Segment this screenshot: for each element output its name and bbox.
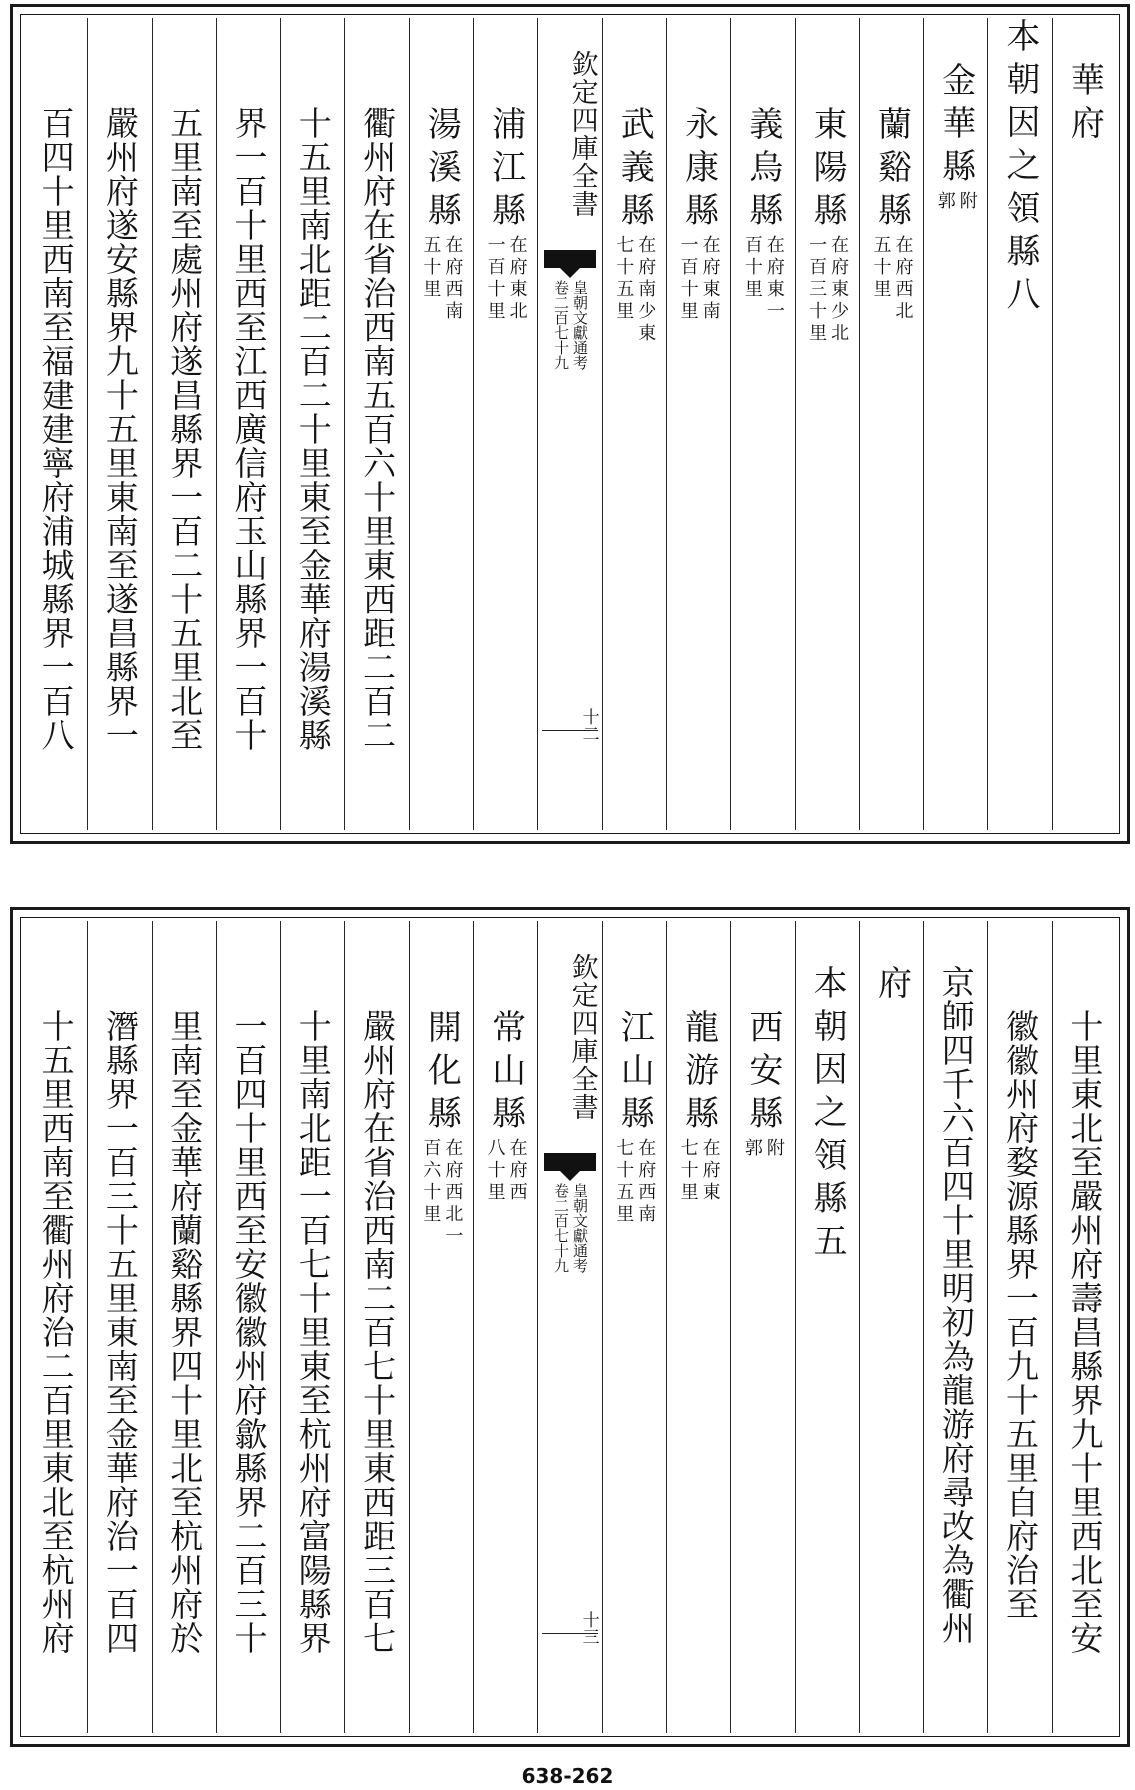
text-column	[923, 921, 987, 1733]
page-bottom	[10, 907, 1130, 1747]
divider	[542, 1633, 597, 1634]
leaf-number: 十三	[578, 1611, 599, 1645]
page-number: 638-262	[521, 1764, 614, 1788]
county-note: 在府西北一	[442, 1138, 464, 1248]
leaf-number: 十二	[578, 708, 599, 742]
county-note: 在府西南	[442, 235, 464, 323]
county-name: 西安縣	[742, 1009, 783, 1138]
county-entry	[730, 18, 794, 830]
county-note: 在府西北	[892, 235, 914, 323]
county-note: 七十里	[677, 1138, 699, 1204]
text-line: 十里南北距一百七十里東至杭州府富陽縣界	[293, 1009, 333, 1655]
text-column	[1052, 921, 1116, 1733]
text-column	[795, 921, 859, 1733]
county-note: 八十里	[484, 1138, 506, 1204]
text-column	[987, 18, 1051, 830]
column-container	[24, 18, 1116, 830]
county-note: 在府西南	[635, 1138, 657, 1226]
center-fold	[537, 921, 601, 1733]
county-name: 江山縣	[614, 1009, 655, 1138]
text-column	[152, 18, 216, 830]
county-note: 在府東一	[763, 235, 785, 323]
book-title: 欽定四庫全書	[566, 953, 598, 1121]
text-line: 十五里南北距二百二十里東至金華府湯溪縣	[293, 106, 333, 752]
text-line: 五里南至處州府遂昌縣界一百二十五里北至	[165, 106, 205, 752]
text-column	[87, 18, 151, 830]
text-column	[216, 921, 280, 1733]
text-line: 百四十里西南至福建建寧府浦城縣界一百八	[36, 106, 76, 752]
text-line: 十五里西南至衢州府治二百里東北至杭州府	[36, 1009, 76, 1655]
text-column	[87, 921, 151, 1733]
text-column	[859, 921, 923, 1733]
text-column	[344, 18, 408, 830]
county-note: 七十五里	[613, 1138, 635, 1226]
county-entry	[730, 921, 794, 1733]
county-name: 武義縣	[614, 106, 655, 235]
text-column	[280, 921, 344, 1733]
text-line: 里南至金華府蘭谿縣界四十里北至杭州府於	[165, 1009, 205, 1655]
county-name: 開化縣	[421, 1009, 462, 1138]
text-line: 京師四千六百四十里明初為龍游府尋改為衢州	[936, 965, 976, 1645]
county-entry	[666, 921, 730, 1733]
county-name: 蘭谿縣	[871, 106, 912, 235]
county-note: 在府東少北	[828, 235, 850, 345]
county-name: 金華縣	[935, 62, 976, 191]
volume-number: 卷二百七十九	[551, 1183, 570, 1273]
county-note: 在府西	[506, 1138, 528, 1204]
fish-tail-mark	[544, 250, 595, 268]
county-entry	[795, 18, 859, 830]
text-line: 衢州府在省治西南五百六十里東西距二百二	[358, 106, 398, 752]
county-entry	[473, 18, 537, 830]
county-note: 郭	[934, 191, 956, 213]
text-line: 府	[871, 965, 912, 1008]
text-column	[344, 921, 408, 1733]
text-line: 一百四十里西至安徽徽州府歙縣界二百三十	[229, 1009, 269, 1655]
text-column	[24, 921, 87, 1733]
text-line: 徽徽州府婺源縣界一百九十五里自府治至	[1001, 1009, 1041, 1621]
county-note: 五十里	[420, 235, 442, 301]
county-entry	[602, 921, 666, 1733]
text-column	[987, 921, 1051, 1733]
center-fold	[537, 18, 601, 830]
county-entry	[473, 921, 537, 1733]
volume-title: 皇朝文獻通考	[570, 1183, 589, 1273]
text-column	[24, 18, 87, 830]
county-note: 郭	[741, 1138, 763, 1160]
column-container	[24, 921, 1116, 1733]
text-column	[1052, 18, 1116, 830]
county-note: 在府南少東	[635, 235, 657, 345]
county-name: 湯溪縣	[421, 106, 462, 235]
county-name: 東陽縣	[807, 106, 848, 235]
county-note: 百六十里	[420, 1138, 442, 1226]
county-entry	[666, 18, 730, 830]
page-top	[10, 4, 1130, 844]
text-column	[280, 18, 344, 830]
text-line: 本朝因之領縣八	[1000, 18, 1041, 319]
text-line: 潛縣界一百三十五里東南至金華府治一百四	[100, 1009, 140, 1655]
text-line: 十里東北至嚴州府壽昌縣界九十里西北至安	[1065, 1009, 1105, 1655]
county-note: 在府東	[699, 1138, 721, 1204]
county-name: 永康縣	[678, 106, 719, 235]
county-note: 一百三十里	[806, 235, 828, 345]
county-name: 常山縣	[485, 1009, 526, 1138]
volume-title: 皇朝文獻通考	[570, 280, 589, 370]
text-column	[216, 18, 280, 830]
text-column	[152, 921, 216, 1733]
fish-tail-mark	[544, 1153, 595, 1171]
text-line: 華府	[1064, 62, 1105, 148]
county-note: 附	[956, 191, 978, 213]
text-line: 本朝因之領縣五	[807, 965, 848, 1266]
volume-number: 卷二百七十九	[551, 280, 570, 370]
county-entry	[859, 18, 923, 830]
county-name: 義烏縣	[742, 106, 783, 235]
divider	[542, 730, 597, 731]
text-line: 界一百十里西至江西廣信府玉山縣界一百十	[229, 106, 269, 752]
county-entry	[409, 921, 473, 1733]
county-note: 五十里	[870, 235, 892, 301]
county-note: 七十五里	[613, 235, 635, 323]
county-note: 一百十里	[677, 235, 699, 323]
county-entry	[602, 18, 666, 830]
text-line: 嚴州府在省治西南二百七十里東西距三百七	[358, 1009, 398, 1655]
county-entry	[923, 18, 987, 830]
county-note: 一百十里	[484, 235, 506, 323]
text-line: 嚴州府遂安縣界九十五里東南至遂昌縣界一	[100, 106, 140, 752]
county-note: 附	[763, 1138, 785, 1160]
county-note: 百十里	[741, 235, 763, 301]
county-name: 龍游縣	[678, 1009, 719, 1138]
book-title: 欽定四庫全書	[566, 50, 598, 218]
county-entry	[409, 18, 473, 830]
county-name: 浦江縣	[485, 106, 526, 235]
county-note: 在府東南	[699, 235, 721, 323]
county-note: 在府東北	[506, 235, 528, 323]
